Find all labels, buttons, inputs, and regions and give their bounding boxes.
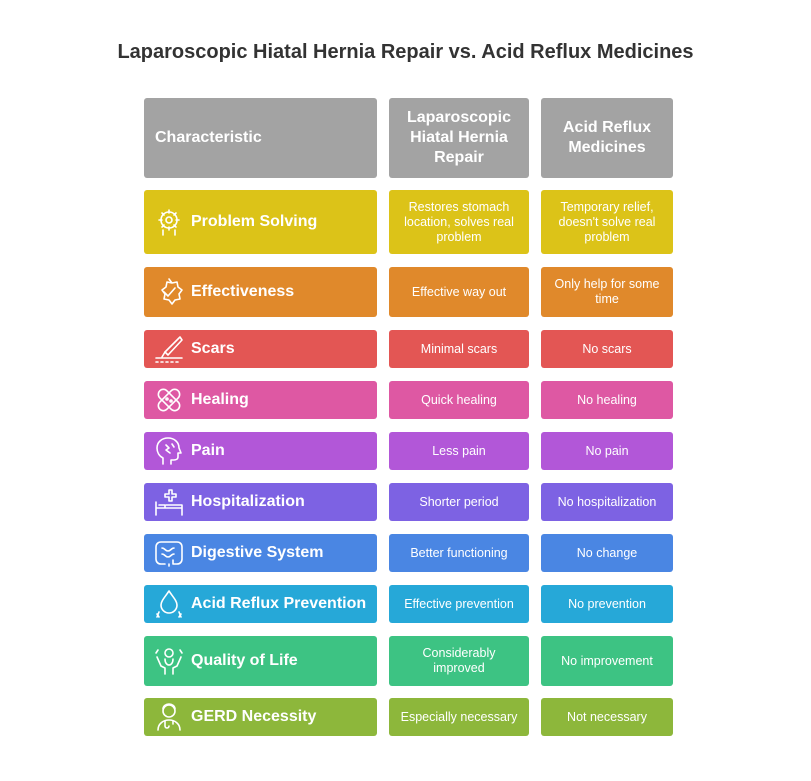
- surgery-value: Shorter period: [389, 483, 529, 521]
- intestine-icon: [152, 536, 186, 570]
- row-label-scars: [144, 330, 377, 368]
- hospital-bed-icon: [152, 485, 186, 519]
- gear-check-icon: [152, 275, 186, 309]
- surgery-value: Effective way out: [389, 267, 529, 317]
- surgery-value: Less pain: [389, 432, 529, 470]
- medicine-value: Temporary relief, doesn't solve real problem: [541, 190, 673, 254]
- row-label-pain: [144, 432, 377, 470]
- doctor-icon: [152, 700, 186, 734]
- row-label-text: Pain: [191, 442, 225, 459]
- medicine-value: No hospitalization: [541, 483, 673, 521]
- head-pain-icon: [152, 434, 186, 468]
- row-label-text: Hospitalization: [191, 493, 305, 510]
- row-label-text: Acid Reflux Prevention: [191, 595, 367, 612]
- surgery-value: Better functioning: [389, 534, 529, 572]
- row-label-text: Effectiveness: [191, 283, 295, 300]
- row-label-hospitalization: [144, 483, 377, 521]
- header-characteristic: Characteristic: [144, 98, 377, 178]
- row-label-text: GERD Necessity: [191, 708, 317, 725]
- surgery-value: Restores stomach location, solves real problem: [389, 190, 529, 254]
- row-label-quality-of-life: [144, 636, 377, 686]
- row-label-digestive-system: [144, 534, 377, 572]
- row-label-healing: [144, 381, 377, 419]
- medicine-value: No prevention: [541, 585, 673, 623]
- row-label-text: Problem Solving: [191, 213, 318, 230]
- medicine-value: No healing: [541, 381, 673, 419]
- page-title: Laparoscopic Hiatal Hernia Repair vs. Acid Reflux Medicines: [117, 41, 694, 63]
- medicine-value: No scars: [541, 330, 673, 368]
- row-label-text: Scars: [191, 340, 235, 357]
- medicine-value: No pain: [541, 432, 673, 470]
- surgery-value: Quick healing: [389, 381, 529, 419]
- medicine-value: Only help for some time: [541, 267, 673, 317]
- row-label-problem-solving: [144, 190, 377, 254]
- header-surgery: Laparoscopic Hiatal Hernia Repair: [389, 98, 529, 178]
- row-label-effectiveness: [144, 267, 377, 317]
- row-label-text: Digestive System: [191, 544, 324, 561]
- scalpel-icon: [152, 332, 186, 366]
- surgery-value: Minimal scars: [389, 330, 529, 368]
- surgery-value: Effective prevention: [389, 585, 529, 623]
- surgery-value: Considerably improved: [389, 636, 529, 686]
- row-label-gerd-necessity: [144, 698, 377, 736]
- acid-drop-icon: [152, 587, 186, 621]
- row-label-acid-reflux-prevention: [144, 585, 377, 623]
- medicine-value: No improvement: [541, 636, 673, 686]
- brain-gear-icon: [152, 205, 186, 239]
- bandage-icon: [152, 383, 186, 417]
- wellbeing-icon: [152, 644, 186, 678]
- row-label-text: Healing: [191, 391, 249, 408]
- surgery-value: Especially necessary: [389, 698, 529, 736]
- medicine-value: Not necessary: [541, 698, 673, 736]
- medicine-value: No change: [541, 534, 673, 572]
- header-medicine: Acid Reflux Medicines: [541, 98, 673, 178]
- row-label-text: Quality of Life: [191, 652, 298, 669]
